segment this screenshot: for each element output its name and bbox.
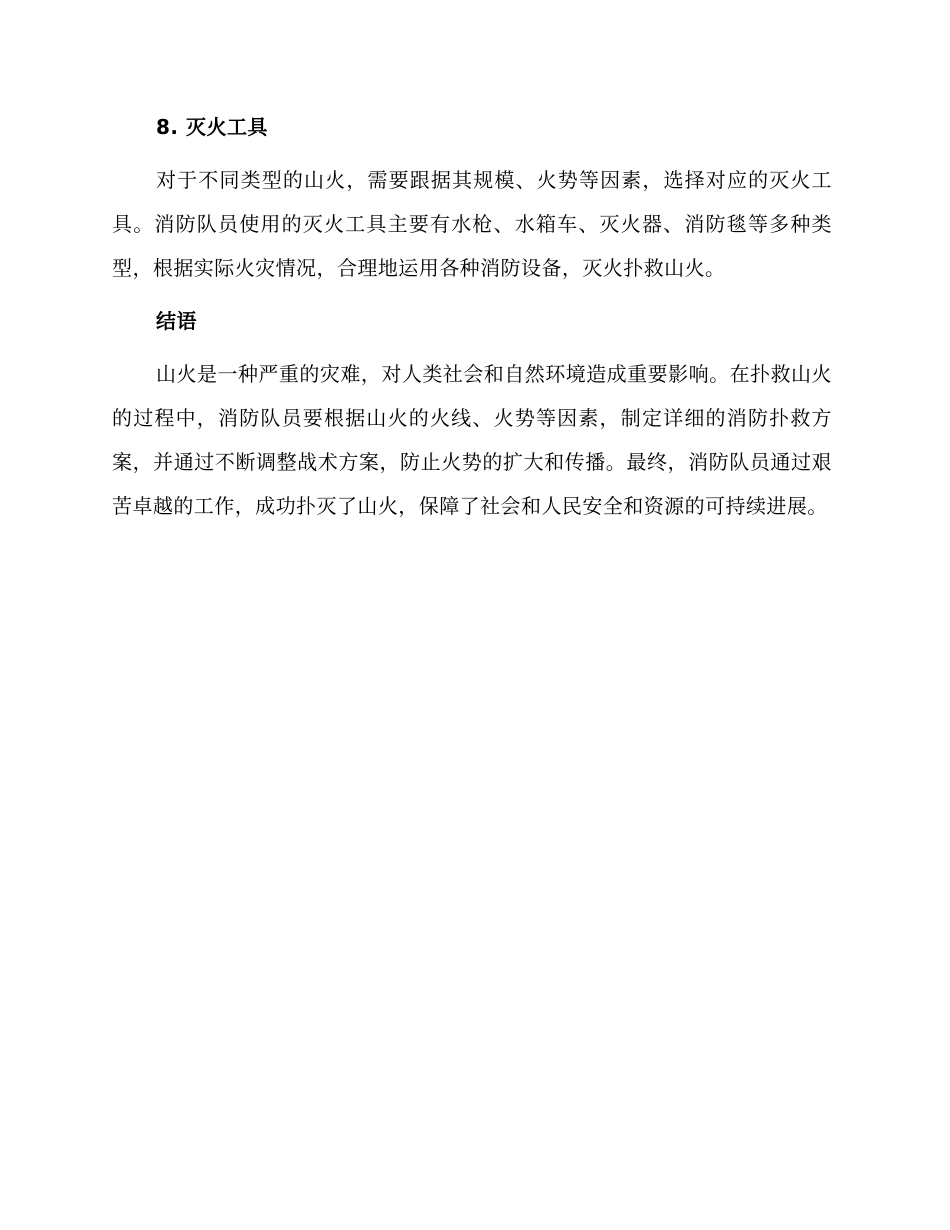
conclusion-heading: 结语 (156, 309, 197, 333)
document-page (112, 112, 832, 528)
section-heading: 8. 灭火工具 (156, 115, 268, 139)
conclusion-paragraph: 山火是一种严重的灾难，对人类社会和自然环境造成重要影响。在扑救山火的过程中，消防队员要根据山火的火线、火势等因素，制定详细的消防扑救方案，并通过不断调整战术方案，防止火势的扩大和传播。最终，消防队员通过艰苦卓越的工作，成功扑灭了山火，保障了社会和人民安全和资源的可持续进展。 (112, 362, 832, 518)
section-paragraph: 对于不同类型的山火，需要跟据其规模、火势等因素，选择对应的灭火工具。消防队员使用的灭火工具主要有水枪、水箱车、灭火器、消防毯等多种类型，根据实际火灾情况，合理地运用各种消防设备，灭火扑救山火。 (112, 168, 832, 280)
